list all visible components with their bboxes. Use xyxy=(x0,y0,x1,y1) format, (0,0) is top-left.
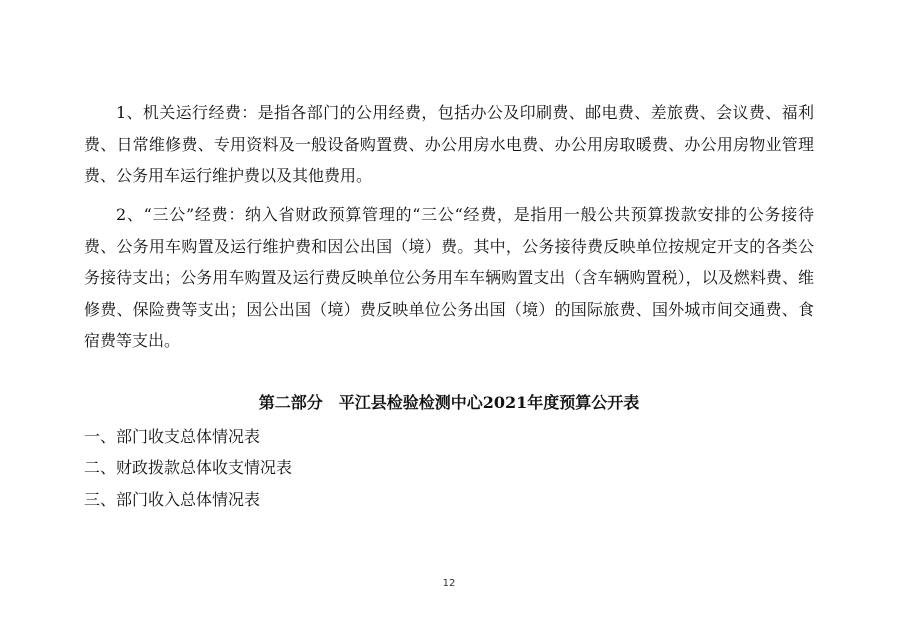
paragraph-operating-expenses: 1、机关运行经费：是指各部门的公用经费，包括办公及印刷费、邮电费、差旅费、会议费、福利费、日常维修费、专用资料及一般设备购置费、办公用房水电费、办公用房取暖费、办公用房物业管理费、公务用车运行维护费以及其他费用。 xyxy=(84,103,814,185)
paragraph-three-public-expenses: 2、“三公”经费：纳入省财政预算管理的“三公“经费，是指用一般公共预算拨款安排的公务接待费、公务用车购置及运行维护费和因公出国（境）费。其中，公务接待费反映单位按规定开支的各类公务接待支出；公务用车购置及运行费反映单位公务用车车辆购置支出（含车辆购置税），以及燃料费、维修费、保险费等支出；因公出国（境）费反映单位公务出国（境）的国际旅费、国外城市间交通费、食宿费等支出。 xyxy=(84,205,814,350)
toc-item-department-income-expense: 一、部门收支总体情况表 xyxy=(84,427,261,446)
toc-item-department-income: 三、部门收入总体情况表 xyxy=(84,490,261,509)
toc-item-fiscal-appropriation: 二、财政拨款总体收支情况表 xyxy=(84,458,293,477)
page-number: 12 xyxy=(442,578,456,589)
section-heading: 第二部分 平江县检验检测中心2021年度预算公开表 xyxy=(258,393,640,412)
